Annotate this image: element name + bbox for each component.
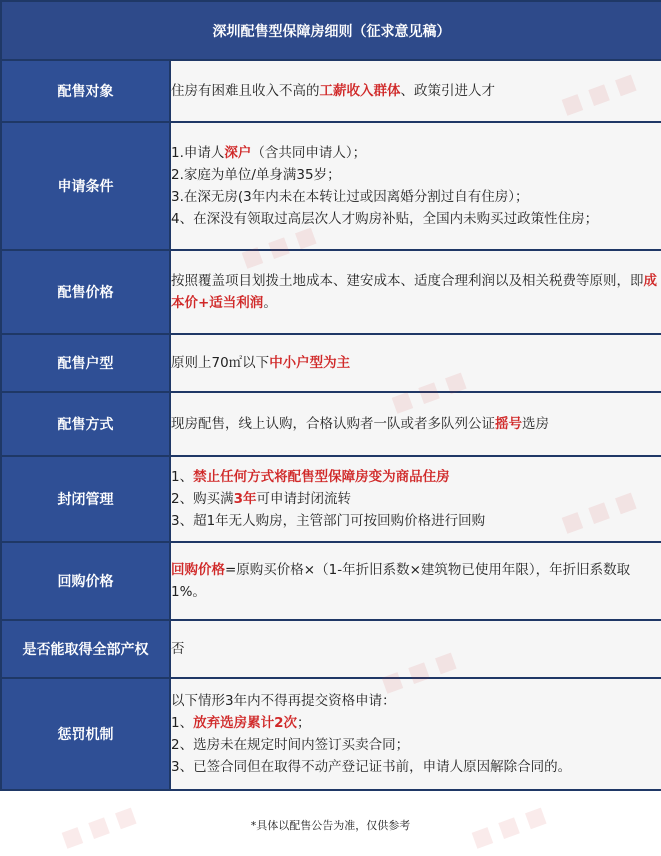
text: 可申请封闭流转 <box>256 491 351 507</box>
highlight-text: 中小户型为主 <box>269 355 351 371</box>
label-method: 配售方式 <box>1 392 170 456</box>
highlight-text: 回购价格 <box>171 562 225 578</box>
row-closed-management <box>1 456 661 542</box>
penalty-line: 3、已签合同但在取得不动产登记证书前，申请人原因解除合同的。 <box>171 759 572 775</box>
watermark: ■ ■ ■ <box>58 802 140 853</box>
row-method <box>1 392 661 456</box>
label-penalty: 惩罚机制 <box>1 678 170 790</box>
row-conditions <box>1 122 661 250</box>
content-property-rights: 否 <box>170 620 661 678</box>
text: ； <box>297 715 311 731</box>
label-target: 配售对象 <box>1 60 170 122</box>
title-row <box>1 1 661 60</box>
row-unit-type <box>1 334 661 392</box>
condition-line: 4、在深没有领取过高层次人才购房补贴，全国内未购买过政策性住房； <box>171 211 599 227</box>
text: 1、 <box>171 469 194 485</box>
penalty-line: 2、选房未在规定时间内签订买卖合同； <box>171 737 410 753</box>
label-unit-type: 配售户型 <box>1 334 170 392</box>
rule-line: 3、超1年无人购房，主管部门可按回购价格进行回购 <box>171 513 486 529</box>
row-penalty <box>1 678 661 790</box>
label-conditions: 申请条件 <box>1 122 170 250</box>
condition-line: 3.在深无房(3年内未在本转让过或因离婚分割过自有住房）； <box>171 189 529 205</box>
highlight-text: 摇号 <box>495 416 522 432</box>
text: 原则上70㎡以下 <box>171 355 270 371</box>
row-target <box>1 60 661 122</box>
row-property-rights <box>1 620 661 678</box>
text: 、政策引进人才 <box>400 83 495 99</box>
content-closed-management <box>170 456 661 542</box>
text: 1、 <box>171 715 194 731</box>
label-closed-management: 封闭管理 <box>1 456 170 542</box>
content-buyback <box>170 542 661 620</box>
highlight-text: 禁止任何方式将配售型保障房变为商品住房 <box>193 469 450 485</box>
text: 按照覆盖项目划拨土地成本、建安成本、适度合理利润以及相关税费等原则，即 <box>171 273 644 289</box>
table-title: 深圳配售型保障房细则（征求意见稿） <box>1 1 661 60</box>
row-buyback <box>1 542 661 620</box>
content-conditions <box>170 122 661 250</box>
text: （含共同申请人）； <box>251 145 367 161</box>
text: 住房有困难且收入不高的 <box>171 83 320 99</box>
penalty-line: 以下情形3年内不得再提交资格申请： <box>171 693 396 709</box>
label-property-rights: 是否能取得全部产权 <box>1 620 170 678</box>
highlight-text: 工薪收入群体 <box>319 83 401 99</box>
content-penalty <box>170 678 661 790</box>
text: 选房 <box>522 416 549 432</box>
row-price <box>1 250 661 334</box>
content-price <box>170 250 661 334</box>
text: 现房配售，线上认购，合格认购者一队或者多队列公证 <box>171 416 495 432</box>
label-buyback: 回购价格 <box>1 542 170 620</box>
text: 1.申请人 <box>171 145 225 161</box>
text: 2、购买满 <box>171 491 234 507</box>
highlight-text: 3年 <box>233 491 257 507</box>
highlight-text: 放弃选房累计2次 <box>193 715 297 731</box>
highlight-text: 深户 <box>224 145 252 161</box>
content-unit-type <box>170 334 661 392</box>
content-target <box>170 60 661 122</box>
text: 。 <box>263 295 277 311</box>
footnote: *具体以配售公告为准，仅供参考 <box>250 819 411 832</box>
content-method <box>170 392 661 456</box>
watermark: ■ ■ ■ <box>468 802 550 853</box>
text: =原购买价格×（1-年折旧系数×建筑物已使用年限），年折旧系数取1%。 <box>171 562 631 600</box>
highlight-text: 成本价+适当利润 <box>171 273 657 311</box>
label-price: 配售价格 <box>1 250 170 334</box>
condition-line: 2.家庭为单位/单身满35岁； <box>171 167 341 183</box>
